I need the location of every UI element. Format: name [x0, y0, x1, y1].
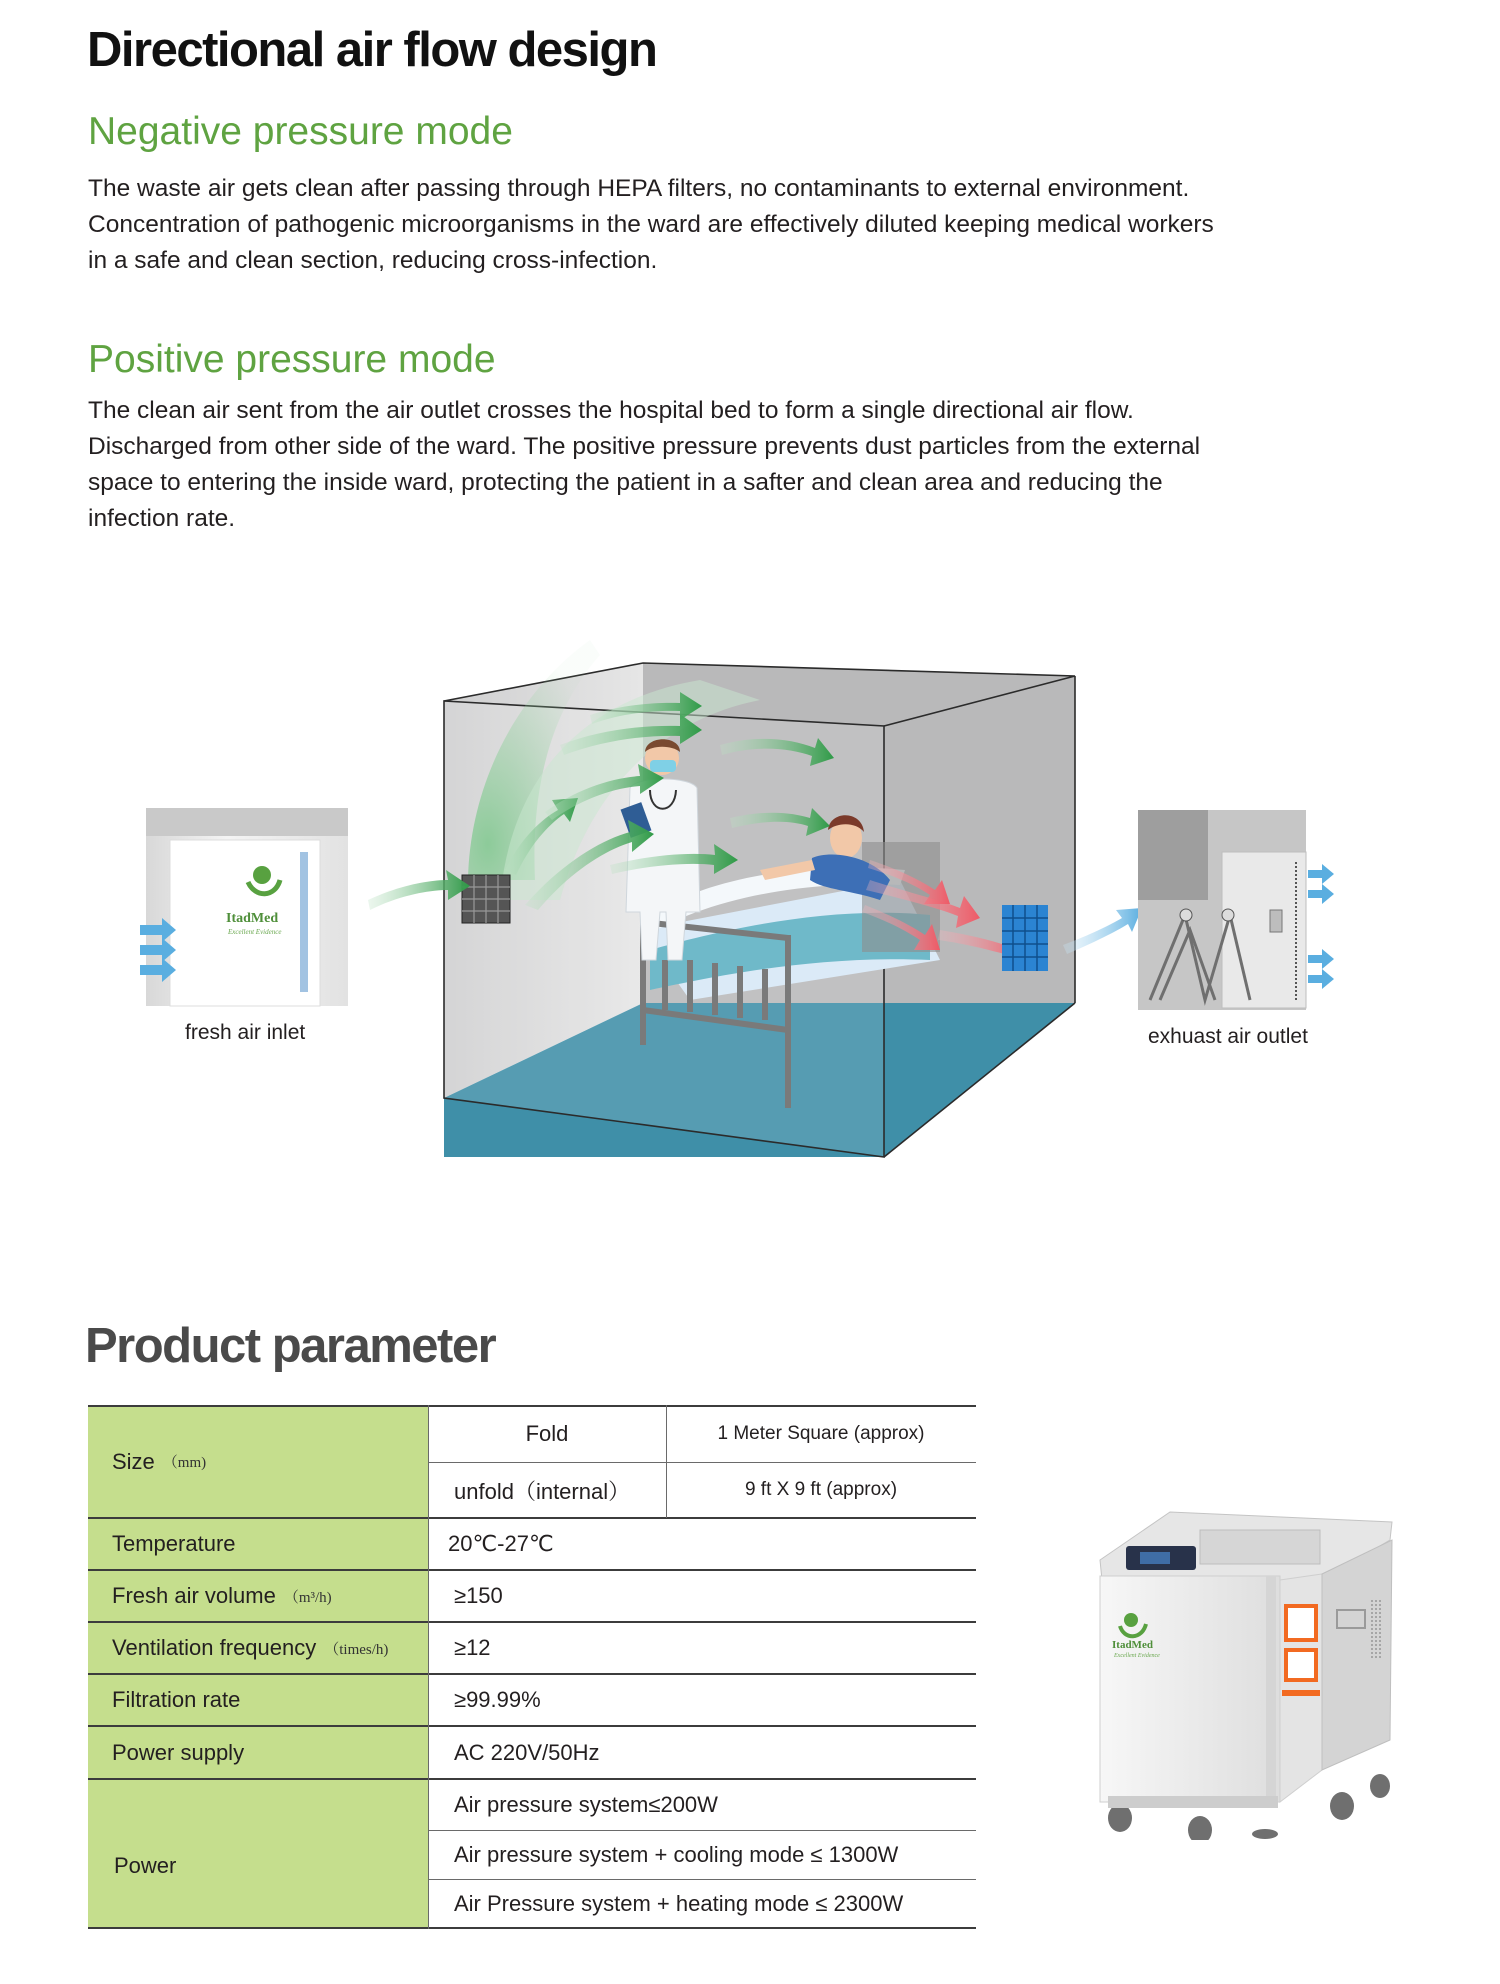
- power-value-heating: Air Pressure system + heating mode ≤ 2300W: [454, 1891, 904, 1916]
- page-title: Directional air flow design: [87, 23, 657, 77]
- unfold-value: 9 ft X 9 ft (approx): [744, 1479, 898, 1500]
- table-rule: [88, 1405, 976, 1407]
- inlet-device-image: [146, 808, 348, 1006]
- size-label-text: Size: [112, 1448, 155, 1474]
- ventilation-frequency-label: [88, 1622, 428, 1674]
- unfold-label: unfold（internal）: [454, 1478, 631, 1504]
- row-label: Ventilation frequency: [112, 1635, 317, 1660]
- table-rule: [88, 1778, 976, 1780]
- table-rule: [88, 1673, 976, 1675]
- spec-table: [88, 1405, 976, 1929]
- orange-port-icon: [1286, 1606, 1316, 1640]
- row-label: Fresh air volume: [112, 1583, 276, 1608]
- size-unit: （mm): [162, 1455, 207, 1471]
- power-value-cooling: Air pressure system + cooling mode ≤ 1300W: [454, 1841, 899, 1867]
- text-line: in a safe and clean section, reducing cross-infection.: [88, 247, 658, 274]
- outlet-grille-icon: [1002, 905, 1048, 971]
- fold-value: 1 Meter Square (approx): [717, 1422, 925, 1444]
- table-rule: [88, 1569, 976, 1571]
- text-line: infection rate.: [88, 505, 236, 532]
- product-logo-text: ItadMed: [1112, 1639, 1153, 1651]
- row-label: Filtration rate: [112, 1687, 241, 1712]
- inlet-grille-icon: [462, 875, 510, 923]
- outlet-caption: exhuast air outlet: [1148, 1025, 1308, 1048]
- row-label: Power supply: [112, 1739, 245, 1765]
- inlet-air-arrows: [140, 918, 176, 982]
- table-rule: [88, 1725, 976, 1727]
- product-image: [1090, 1500, 1420, 1840]
- positive-mode-description: [88, 393, 1200, 537]
- table-rule: [428, 1879, 976, 1880]
- row-label: Temperature: [112, 1531, 236, 1556]
- table-rule: [88, 1517, 976, 1519]
- product-logo-tagline: Excellent Evidence: [1114, 1653, 1160, 1659]
- ward-airflow-illustration: [0, 620, 1500, 1180]
- size-label: [88, 1405, 428, 1518]
- table-rule: [428, 1405, 429, 1929]
- filtration-rate-value: ≥99.99%: [454, 1687, 541, 1712]
- table-rule: [666, 1405, 667, 1518]
- text-line: space to entering the inside ward, protecting the patient in a safter and clean area and reducing the: [88, 469, 1163, 496]
- text-line: Concentration of pathogenic microorganisms in the ward are effectively diluted keeping medical workers: [88, 211, 1214, 238]
- filtration-rate-label: [88, 1674, 428, 1726]
- power-supply-value: AC 220V/50Hz: [454, 1739, 600, 1765]
- negative-mode-description: [88, 171, 1214, 279]
- parameter-title: Product parameter: [85, 1319, 496, 1373]
- table-rule: [428, 1830, 976, 1831]
- orange-port-icon: [1286, 1650, 1316, 1680]
- negative-mode-heading: Negative pressure mode: [88, 110, 513, 153]
- temperature-label: [88, 1518, 428, 1570]
- fresh-air-volume-label: [88, 1570, 428, 1622]
- table-rule: [88, 1621, 976, 1623]
- row-unit: （times/h): [324, 1641, 389, 1658]
- power-value-base: Air pressure system≤200W: [454, 1791, 718, 1817]
- row-unit: （m³/h): [283, 1589, 332, 1606]
- power-supply-label: [88, 1726, 428, 1779]
- fresh-air-volume-value: ≥150: [454, 1583, 503, 1608]
- table-rule: [428, 1462, 976, 1463]
- table-rule: [88, 1927, 976, 1929]
- temperature-value: 20℃-27℃: [448, 1531, 554, 1556]
- text-line: The clean air sent from the air outlet crosses the hospital bed to form a single directional air flow.: [88, 397, 1134, 424]
- power-label: Power: [88, 1779, 428, 1929]
- inlet-caption: fresh air inlet: [185, 1021, 306, 1044]
- inlet-logo-text: ItadMed: [226, 911, 279, 926]
- outlet-device-image: [1138, 810, 1306, 1010]
- text-line: The waste air gets clean after passing through HEPA filters, no contaminants to external environment.: [88, 175, 1190, 202]
- text-line: Discharged from other side of the ward. The positive pressure prevents dust particles from the external: [88, 433, 1201, 460]
- ventilation-frequency-value: ≥12: [454, 1635, 491, 1660]
- fold-label: Fold: [525, 1420, 569, 1446]
- outlet-air-arrows: [1308, 864, 1334, 989]
- inlet-logo-tagline: Excellent Evidence: [228, 928, 282, 936]
- positive-mode-heading: Positive pressure mode: [88, 338, 496, 381]
